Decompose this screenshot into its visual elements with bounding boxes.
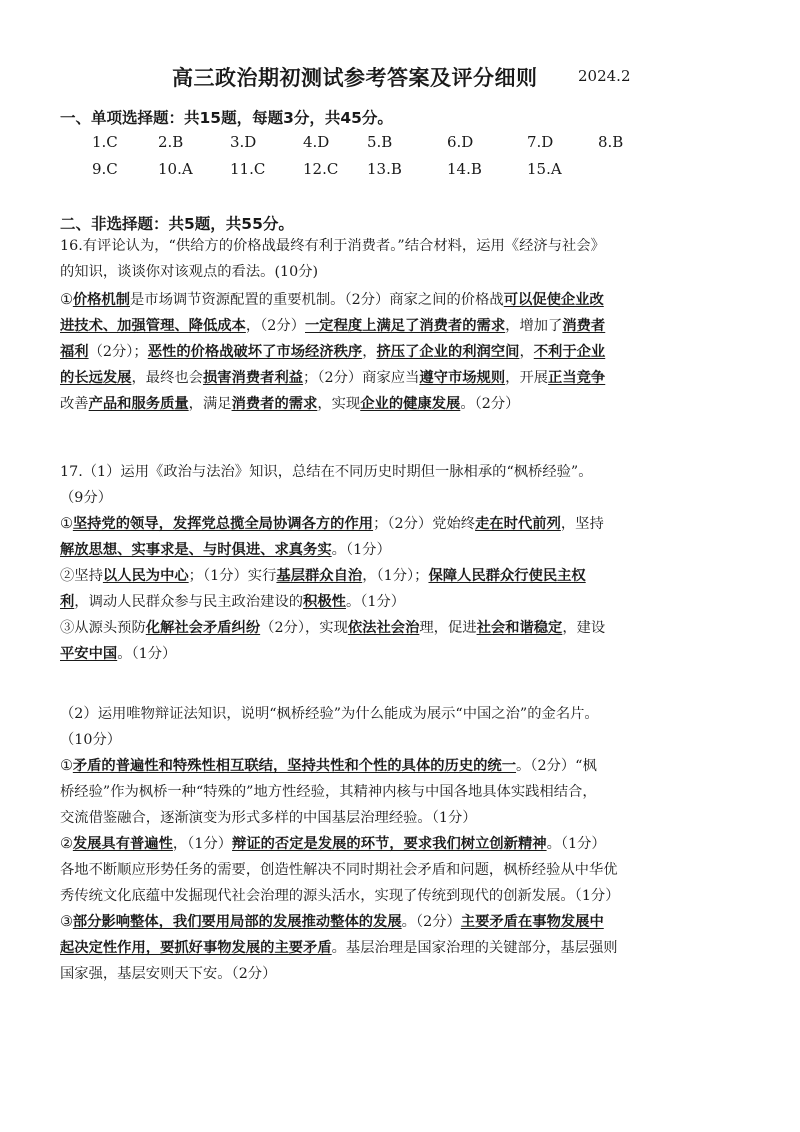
answer-item: 4.D <box>303 133 330 151</box>
key-point: 不利于企业 <box>533 344 606 360</box>
key-point: 正当竞争 <box>548 370 606 386</box>
key-point: 可以促使企业改 <box>503 292 604 308</box>
key-point: 价格机制 <box>72 292 131 308</box>
text: 是市场调节资源配置的重要机制。（2分）商家之间的价格战 <box>130 292 504 308</box>
text: ③ <box>60 914 73 930</box>
text: 。（2分） <box>401 914 461 930</box>
page-title: 高三政治期初测试参考答案及评分细则 <box>172 66 538 90</box>
answer-item: 9.C <box>92 160 118 178</box>
q17-answer-line: 国家强，基层安则天下安。（2分） <box>60 966 277 982</box>
q17-answer-line <box>60 566 750 586</box>
q17-answer-line <box>60 912 750 932</box>
section2-heading: 二、非选择题：共5题，共55分。 <box>60 215 294 233</box>
q16-answer-line <box>60 342 750 362</box>
q17-answer-line: 交流借鉴融合，逐渐演变为形式多样的中国基层治理经验。（1分） <box>60 810 477 826</box>
answer-item: 11.C <box>230 160 266 178</box>
q17-answer-line <box>60 540 750 560</box>
key-point: 辩证的否定是发展的环节，要求我们树立创新精神 <box>232 836 547 852</box>
text: ，增加了 <box>505 318 563 334</box>
answer-item: 8.B <box>598 133 624 151</box>
text: ，开展 <box>505 370 549 386</box>
answer-item: 5.B <box>367 133 393 151</box>
text: ，建设 <box>562 620 606 636</box>
text: ① <box>60 292 73 308</box>
text: 理，促进 <box>419 620 477 636</box>
q17-prompt-line: 17.（1）运用《政治与法治》知识，总结在不同历史时期但一脉相承的“枫桥经验”。 <box>60 464 593 480</box>
q17-answer-line <box>60 756 750 776</box>
text: 。（1分） <box>117 646 177 662</box>
key-point: 走在时代前列 <box>475 516 561 532</box>
answer-item: 3.D <box>230 133 257 151</box>
text: ，满足 <box>188 396 232 412</box>
q17-prompt-line: （9分） <box>60 490 112 506</box>
q17-answer-line <box>60 592 750 612</box>
q17-answer-line <box>60 938 750 958</box>
text: ；（1分）实行 <box>188 568 277 584</box>
key-point: 福利 <box>60 344 89 360</box>
text: （2分），实现 <box>260 620 348 636</box>
key-point: 部分影响整体，我们要用局部的发展推动整体的发展 <box>72 914 402 930</box>
answer-item: 14.B <box>447 160 482 178</box>
text: 。（1分） <box>546 836 606 852</box>
key-point: 消费者 <box>562 318 606 334</box>
q17-answer-line: 各地不断顺应形势任务的需要，创造性解决不同时期社会矛盾和问题，枫桥经验从中华优 <box>60 862 618 878</box>
q16-prompt-line: 的知识，谈谈你对该观点的看法。(10分) <box>60 264 319 280</box>
key-point: 一定程度上满足了消费者的需求 <box>305 318 506 334</box>
q17-answer-line <box>60 618 750 638</box>
key-point: 社会和谐稳定 <box>476 620 563 636</box>
text: ① <box>60 516 73 532</box>
text: ③从源头预防 <box>60 620 146 636</box>
text: ，最终也会 <box>131 370 203 386</box>
text: ，调动人民群众参与民主政治建设的 <box>74 594 304 610</box>
text: 改善 <box>60 396 89 412</box>
key-point: 主要矛盾在事物发展中 <box>460 914 604 930</box>
q16-prompt-line: 16.有评论认为，“供给方的价格战最终有利于消费者。”结合材料，运用《经济与社会》 <box>60 238 605 254</box>
answer-item: 10.A <box>158 160 193 178</box>
q16-answer-line <box>60 368 750 388</box>
answer-item: 6.D <box>447 133 474 151</box>
text: ，（1分）； <box>362 568 429 584</box>
key-point: 企业的健康发展 <box>360 396 461 412</box>
answer-item: 15.A <box>527 160 562 178</box>
text: ② <box>60 836 73 852</box>
key-point: 坚持党的领导，发挥党总揽全局协调各方的作用 <box>72 516 374 532</box>
key-point: 产品和服务质量 <box>88 396 189 412</box>
key-point: 进技术、加强管理、降低成本 <box>60 318 246 334</box>
key-point: 化解社会矛盾纠纷 <box>145 620 261 636</box>
key-point: 恶性的价格战破坏了市场经济秩序 <box>147 344 363 360</box>
key-point: 消费者的需求 <box>231 396 318 412</box>
text: ① <box>60 758 73 774</box>
key-point: 利 <box>60 594 75 610</box>
text: 。基层治理是国家治理的关键部分，基层强则 <box>331 940 618 956</box>
header <box>0 62 800 92</box>
q16-answer-line <box>60 290 750 310</box>
key-point: 平安中国 <box>60 646 118 662</box>
key-point: 基层群众自治 <box>276 568 363 584</box>
text: ②坚持 <box>60 568 103 584</box>
text: ， <box>362 344 377 360</box>
text: 。（1分） <box>345 594 406 610</box>
key-point: 以人民为中心 <box>102 568 189 584</box>
key-point: 解放思想、实事求是、与时俱进、求真务实 <box>60 542 332 558</box>
q17-answer-line <box>60 644 750 664</box>
key-point: 发展具有普遍性 <box>72 836 173 852</box>
key-point: 挤压了企业的利润空间 <box>376 344 520 360</box>
q17-prompt-line: （2）运用唯物辩证法知识，说明“枫桥经验”为什么能成为展示“中国之治”的金名片。 <box>60 706 599 722</box>
text: ，（1分） <box>172 836 233 852</box>
text: ，坚持 <box>560 516 604 532</box>
q17-answer-line: 桥经验”作为枫桥一种“特殊的”地方性经验，其精神内核与中国各地具体实践相结合， <box>60 784 597 800</box>
answer-item: 12.C <box>303 160 339 178</box>
key-point: 起决定性作用，要抓好事物发展的主要矛盾 <box>60 940 332 956</box>
q16-answer-line <box>60 394 750 414</box>
q16-answer-line <box>60 316 750 336</box>
q17-answer-line: 秀传统文化底蕴中发掘现代社会治理的源头活水，实现了传统到现代的创新发展。（1分） <box>60 888 620 904</box>
answer-item: 1.C <box>92 133 118 151</box>
answer-item: 2.B <box>158 133 184 151</box>
text: （2分）； <box>88 344 148 360</box>
key-point: 的长远发展 <box>60 370 132 386</box>
text: 。（2分） <box>460 396 520 412</box>
key-point: 矛盾的普遍性和特殊性相互联结，坚持共性和个性的具体的历史的统一 <box>72 758 517 774</box>
date-label: 2024.2 <box>578 67 631 85</box>
q17-prompt-line: （10分） <box>60 732 122 748</box>
answer-item: 13.B <box>367 160 402 178</box>
text: ， <box>519 344 534 360</box>
text: ，实现 <box>317 396 361 412</box>
text: ；（2分）商家应当 <box>303 370 420 386</box>
key-point: 依法社会治 <box>347 620 420 636</box>
q17-answer-line <box>60 834 750 854</box>
section1-heading: 一、单项选择题：共15题，每题3分，共45分。 <box>60 109 393 127</box>
key-point: 积极性 <box>303 594 346 610</box>
key-point: 损害消费者利益 <box>202 370 304 386</box>
answer-item: 7.D <box>527 133 554 151</box>
key-point: 遵守市场规则 <box>419 370 506 386</box>
text: ，（2分） <box>245 318 305 334</box>
key-point: 保障人民群众行使民主权 <box>428 568 586 584</box>
text: 。（1分） <box>331 542 391 558</box>
text: ；（2分）党始终 <box>373 516 476 532</box>
q17-answer-line <box>60 514 750 534</box>
text: 。（2分）“枫 <box>516 758 597 774</box>
